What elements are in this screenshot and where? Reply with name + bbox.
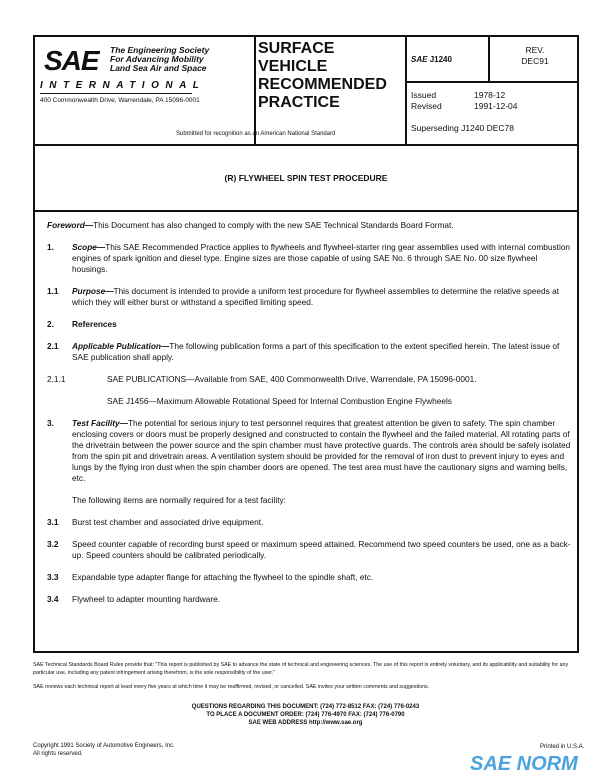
divider [405,81,579,83]
section-number: 3. [47,418,54,428]
title-line: RECOMMENDED [258,76,387,93]
section-number: 2.1.1 [47,374,66,384]
section-text: This Document has also changed to comply with the new SAE Technical Standards Board Format. [93,220,454,230]
submitted-note: Submitted for recognition as an American National Standard [176,131,336,137]
paragraph [47,418,572,484]
section-number: 3.1 [47,517,59,527]
document-body [47,220,572,616]
section-heading: References [72,319,117,329]
title-line: PRACTICE [258,94,340,111]
review-note: SAE reviews each technical report at least every five years at which time it may be reaffirmed, revised, or cancelled. SAE invites your written comments and suggestions. [33,684,430,690]
paragraph [47,374,572,385]
copyright-line: Copyright 1991 Society of Automotive Engineers, Inc. [33,743,175,749]
paragraph [47,319,572,330]
divider [33,210,579,212]
paragraph [47,517,572,528]
paragraph-text [72,286,572,308]
questions-line: QUESTIONS REGARDING THIS DOCUMENT: (724) 772-8512 FAX: (724) 776-0243 [191,704,420,710]
paragraph-text [72,242,572,275]
paragraph-text [107,374,572,385]
section-heading: Scope— [72,242,106,252]
rev-value: DEC91 [521,56,549,66]
section-text: SAE PUBLICATIONS—Available from SAE, 400 Commonwealth Drive, Warrendale, PA 15096-0001. [107,374,477,384]
tagline-line: Land Sea Air and Space [110,63,207,73]
document-title: (R) FLYWHEEL SPIN TEST PROCEDURE [224,173,388,183]
section-number: 2. [47,319,54,329]
revision [490,45,580,67]
section-text: The potential for serious injury to test personnel requires that greatest attention be given to safety. The spin chamber enclosing covers or doors must be properly designed and constructed to contain the flywheel and the failed material. All rotating parts of the drivetrain between the power source and the spin chamber must have protective guards. The controls area should be safely isolated from the spin pit and drivetrain areas. A ventilation system should be provided for the removal of iron dust to prevent injury to eyes and lungs by the flying iron dust when the spin chamber doors are opened. The test area must have the cautionary signs and warning bells, etc. [72,418,571,483]
section-text: Flywheel to adapter mounting hardware. [72,594,221,604]
section-text: This document is intended to provide a uniform test procedure for flywheel assemblies to determine the relative speeds at which they will either burst or withstand a specified limiting speed. [72,286,559,307]
section-number: 1.1 [47,286,59,296]
paragraph-text [72,594,572,605]
paragraph [47,242,572,275]
paragraph-text [72,539,572,561]
doc-number [411,55,452,64]
footer-notes [33,661,578,691]
paragraph [47,539,572,561]
paragraph-text [72,319,572,330]
international-label: INTERNATIONAL [40,80,206,91]
paragraph-text [72,495,572,506]
paragraph-text [72,572,572,583]
sae-logo: SAE [44,45,99,76]
sae-mini-logo: SAE [411,55,428,64]
section-text: Speed counter capable of recording burst speed or maximum speed attained. Recommend two speed counters be used, one as a back-up. Speed counters should be calibrated periodically. [72,539,571,560]
section-number: 3.3 [47,572,59,582]
web-address[interactable]: SAE WEB ADDRESS http://www.sae.org [248,720,363,726]
paragraph [47,220,572,231]
section-heading: Foreword— [47,220,94,230]
section-number: 2.1 [47,341,59,351]
paragraph [47,495,572,506]
section-number: 1. [47,242,54,252]
superseding: Superseding J1240 DEC78 [411,123,515,133]
paragraph-text [72,418,572,484]
tagline-line: For Advancing Mobility [110,54,204,64]
paragraph-text [72,517,572,528]
issued-value: 1978-12 [474,90,506,100]
divider [254,35,256,145]
paragraph-text [47,220,572,231]
policy-note: SAE Technical Standards Board Rules provide that: "This report is published by SAE to advance the state of technical and engineering sciences. The use of this report is entirely voluntary, and its applicability and suitability for any particular use, including any patent infringement arising therefrom, is the sole responsibility of the user." [33,662,569,676]
paragraph-text [107,396,572,407]
section-number: 3.4 [47,594,59,604]
paragraph [47,341,572,363]
watermark-logo: SAE NORM [470,753,578,775]
doc-number-value: J1240 [429,55,452,64]
section-number: 3.2 [47,539,59,549]
title-line: VEHICLE [258,58,328,75]
section-text: Expandable type adapter flange for attaching the flywheel to the spindle shaft, etc. [72,572,374,582]
rights-line: All rights reserved. [33,751,83,757]
society-tagline [110,46,209,73]
section-text: This SAE Recommended Practice applies to flywheels and flywheel-starter ring gear assemblies used with internal combustion engines of spark ignition and diesel type. Engine sizes are those capable of using SAE No. 6 through SAE No. 00 size flywheel housings. [72,242,571,274]
paragraph [47,572,572,583]
issued-label: Issued [411,90,437,100]
dates [411,90,517,112]
copyright [33,742,175,758]
doc-type-title [258,40,387,112]
title-line: SURFACE [258,40,335,57]
section-heading: Applicable Publication— [72,341,170,351]
divider [33,144,579,146]
tagline-line: The Engineering Society [110,45,210,55]
rev-label: REV. [525,45,545,55]
contact-info [33,703,578,727]
section-heading: Test Facility— [72,418,128,428]
printed-in: Printed in U.S.A. [540,744,585,750]
paragraph [47,594,572,605]
section-text: The following items are normally required for a test facility: [72,495,286,505]
section-text: SAE J1456—Maximum Allowable Rotational Speed for Internal Combustion Engine Flywheels [107,396,452,406]
divider [40,93,192,94]
address: 400 Commonwealth Drive, Warrendale, PA 15096-0001 [40,97,200,104]
divider [405,35,407,145]
revised-label: Revised [411,101,442,111]
section-text: The following publication forms a part of this specification to the extent specified herein. The latest issue of SAE publication shall apply. [72,341,560,362]
paragraph-text [72,341,572,363]
paragraph [47,396,572,407]
revised-value: 1991-12-04 [474,101,518,111]
order-line: TO PLACE A DOCUMENT ORDER: (724) 776-4970 FAX: (724) 776-0790 [206,712,405,718]
section-heading: Purpose— [72,286,114,296]
paragraph [47,286,572,308]
section-text: Burst test chamber and associated drive equipment. [72,517,264,527]
